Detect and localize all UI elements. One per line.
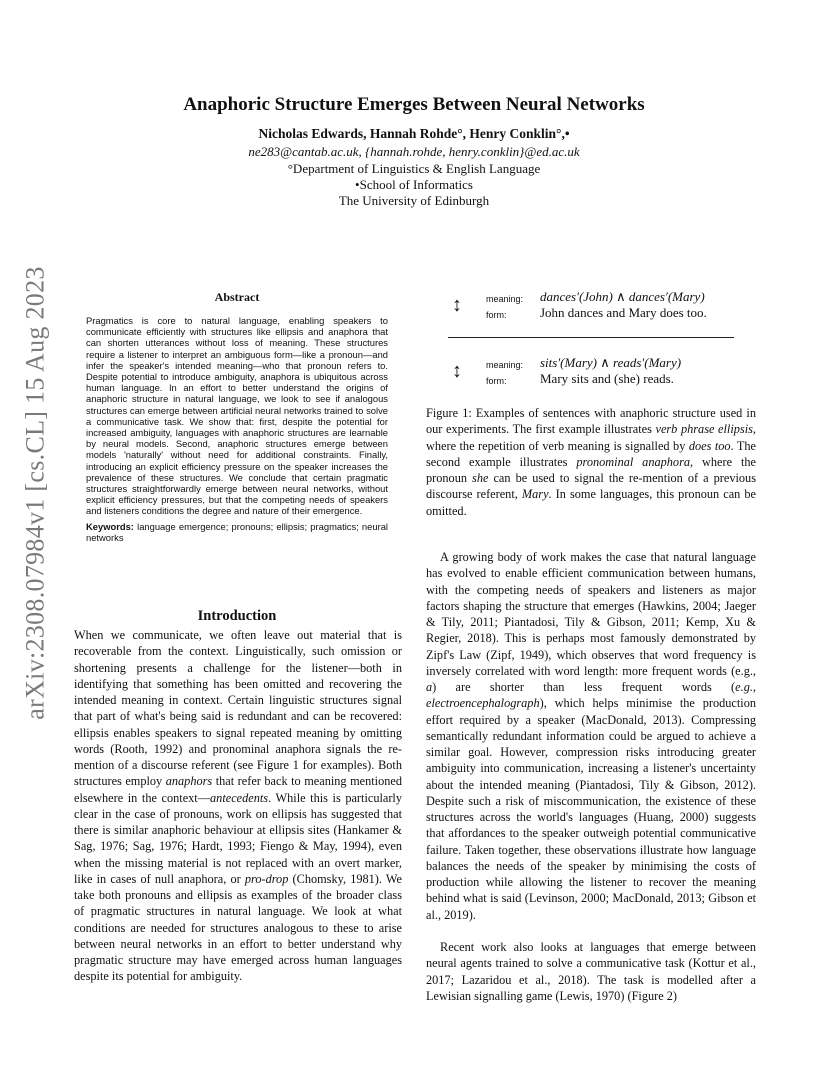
updown-arrow-icon: ↕ [452,294,462,316]
affiliation-university: The University of Edinburgh [338,193,490,208]
updown-arrow-icon: ↕ [452,360,462,382]
example-meaning: dances′(John) ∧ dances′(Mary) [540,289,705,304]
meaning-label: meaning: [486,360,524,370]
paper-title: Anaphoric Structure Emerges Between Neural Networks [183,94,645,115]
form-label: form: [486,376,507,386]
keywords [86,521,388,543]
figure1-example-2 [440,354,740,400]
author-emails: ne283@cantab.ac.uk, {hannah.rohde, henry.conklin}@ed.ac.uk [248,144,580,159]
intro-paragraph-1: When we communicate, we often leave out material that is recoverable from the context. Linguistically, such omission or shortening presents a challenge for the listener—both in identifying that something has been omitted and recovering the intended meaning in context. Certain linguistic structures signal that part of what's being said is redundant and can be recovered: ellipsis enables speakers to signal repeated meaning by omitting words (Rooth, 1992) and pronominal anaphora signals the re-mention of a discourse referent (see Figure 1 for examples). Both structures employ anaphors that refer back to meaning mentioned elsewhere in the context—antecedents. While this is particularly clear in the case of pronouns, work on ellipsis has suggested that there is similar anaphoric behaviour at ellipsis sites (Hankamer & Sag, 1976; Sag, 1976; Hardt, 1993; Fiengo & May, 1994), even when the missing material is not replaced with an overt marker, like in cases of null anaphora, or pro-drop (Chomsky, 1981). We take both pronouns and ellipsis as examples of the broader class of pragmatic structures in natural language. We look at what conditions are needed for structures analogous to these to arise between neural networks in an effort to better understand why pragmatic structure may have emerged across human languages despite its potential for ambiguity. [74,628,402,984]
example-form: Mary sits and (she) reads. [540,371,674,386]
figure-divider [448,337,734,338]
intro-paragraph-3: Recent work also looks at languages that emerge between neural agents trained to solve a communicative task (Kottur et al., 2017; Lazaridou et al., 2018). The task is modelled after a Lewisian signalling game (Lewis, 1970) (Figure 2) [426,940,756,1003]
abstract-text: Pragmatics is core to natural language, enabling speakers to communicate efficiently with structures like ellipsis and anaphora that can shorten utterances without loss of meaning. These structures require a listener to interpret an ambiguous form—like a pronoun—and infer the speaker's intended meaning—who that pronoun refers to. Despite potential to introduce ambiguity, anaphora is ubiquitous across human language. In an effort to better understand the origins of anaphoric structure in natural language, we look to see if analogous structures can emerge between artificial neural networks trained to solve a communicative task. We show that: first, despite the potential for increased ambiguity, languages with anaphoric structures are learnable by neural models. Second, anaphoric structures emerge between models 'naturally' without need for additional constraints. Finally, introducing an explicit efficiency pressure on the speaker increases the prevalence of these structures. We conclude that certain pragmatic structures straightforwardly emerge between neural networks, without explicit efficiency pressures, but that the competing needs of speakers and listeners conditions the degree and nature of their emergence. [86,315,388,517]
meaning-label: meaning: [486,294,524,304]
arxiv-stamp: arXiv:2308.07984v1 [cs.CL] 15 Aug 2023 [21,266,50,720]
abstract-heading: Abstract [214,290,260,304]
authors: Nicholas Edwards, Hannah Rohde°, Henry Conklin°,• [258,126,570,141]
affiliation-school: •School of Informatics [355,177,473,192]
keywords-list: language emergence; pronouns; ellipsis; pragmatics; neural networks [86,520,388,543]
introduction-heading: Introduction [197,608,277,624]
keywords-label: Keywords: [86,520,134,532]
figure1-example-1 [440,288,740,334]
form-label: form: [486,310,507,320]
figure1-caption: Figure 1: Examples of sentences with anaphoric structure used in our experiments. The first example illustrates verb phrase ellipsis, where the repetition of verb meaning is signalled by does too. The second example illustrates pronominal anaphora, where the pronoun she can be used to signal the re-mention of a previous discourse referent, Mary. In some languages, this pronoun can be omitted. [426,406,757,518]
example-form: John dances and Mary does too. [540,305,707,320]
abstract-section [86,290,388,543]
example-meaning: sits′(Mary) ∧ reads′(Mary) [540,355,682,370]
intro-paragraph-2: A growing body of work makes the case that natural language has evolved to enable efficient communication between humans, with the competing needs of speakers and listeners as major factors shaping the structure that emerges (Hawkins, 2004; Jaeger & Tily, 2011; Piantadosi, Tily & Gibson, 2011; Kemp, Xu & Regier, 2018). This is perhaps most famously demonstrated by Zipf's Law (Zipf, 1949), which observes that word frequency is inversely correlated with word length: more frequent words (e.g., a) are shorter than less frequent words (e.g., electroencephalograph), which helps minimise the production effort required by a speaker (MacDonald, 2013). Compressing semantically redundant information could be argued to achieve a similar goal. However, compression risks introducing greater ambiguity into communication, increasing a listener's uncertainty about the intended meaning (Piantadosi, Tily & Gibson, 2012). Despite such a risk of miscommunication, the existence of these structures across the world's languages (Huang, 2000) suggests that affordances to the speaker outweigh potential communicative failure. Taken together, these observations illustrate how language balances the needs of the speaker by minimising the costs of production while allowing the listener to recover the meaning behind what is said (Levinson, 2000; MacDonald, 2013; Gibson et al., 2019). [426,550,756,922]
affiliation-department: °Department of Linguistics & English Language [287,161,541,176]
